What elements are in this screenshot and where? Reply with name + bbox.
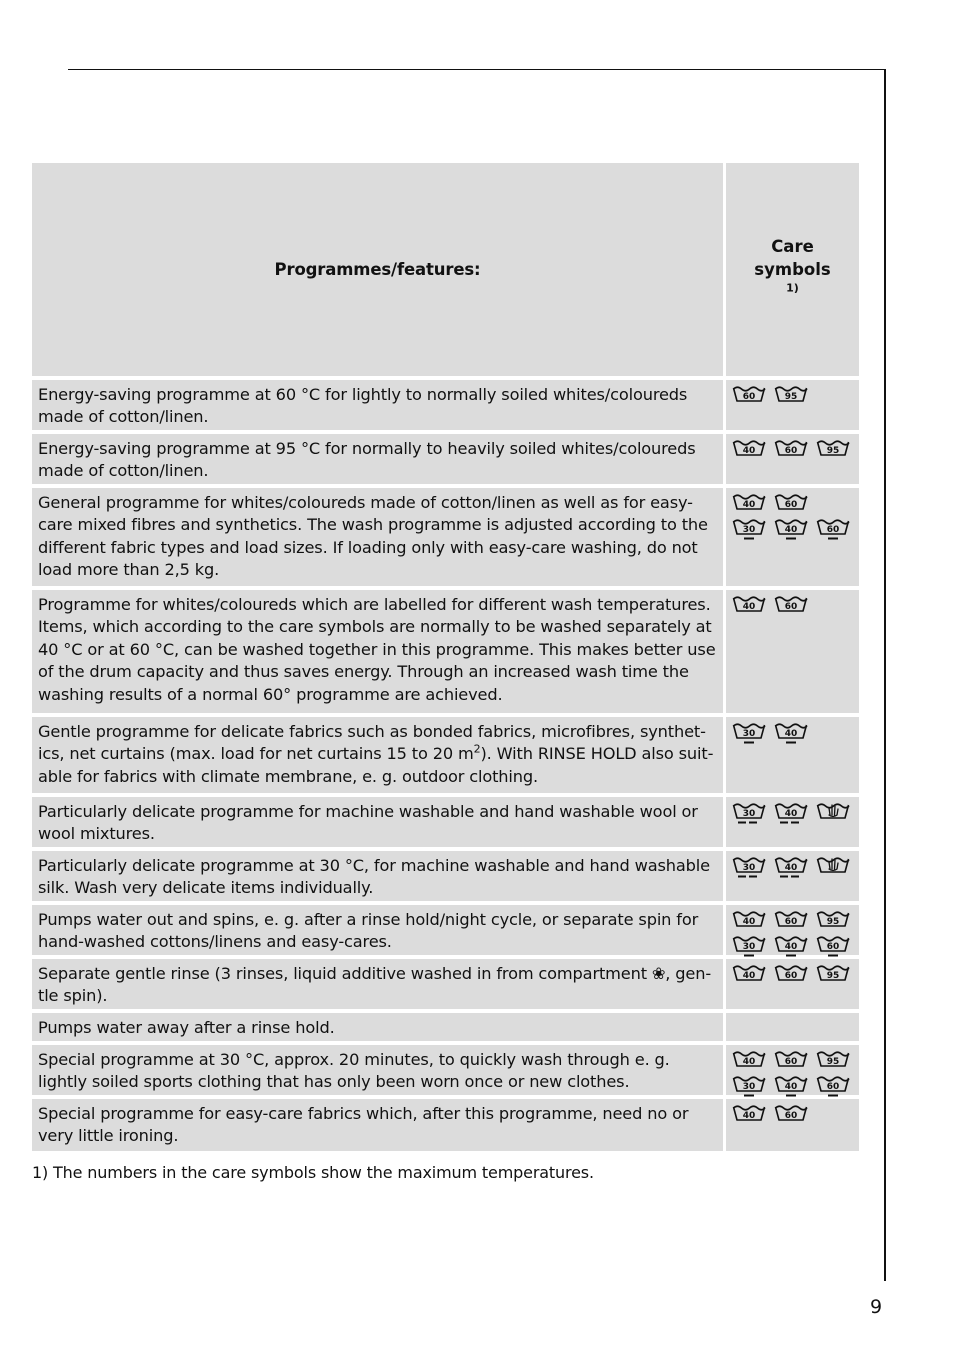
svg-text:40: 40 [784, 1082, 798, 1092]
row-description: Energy-saving programme at 95 °C for normally to heavily soiled whites/coloureds made of cotton/linen. [32, 434, 723, 484]
row-care-symbols [726, 380, 859, 430]
row-care-symbols [726, 1045, 859, 1095]
svg-text:95: 95 [826, 1057, 840, 1067]
table-row [32, 1045, 859, 1095]
care-symbol-line [732, 1049, 859, 1074]
row-care-symbols [726, 905, 859, 955]
washtub-one-bar-icon [816, 1074, 850, 1099]
row-description: General programme for whites/coloureds made of cotton/linen as well as for easy-care mixed fibres and synthetics. The wash programme is adjusted according to the different fabric types and load sizes. If loading only with easy-care washing, do not load more than 2,5 kg. [32, 488, 723, 586]
washtub-icon [816, 438, 850, 463]
svg-text:40: 40 [784, 809, 798, 819]
row-description: Pumps water out and spins, e. g. after a rinse hold/night cycle, or separate spin for hand-washed cottons/linens and easy-cares. [32, 905, 723, 955]
washtub-one-bar-icon [732, 721, 766, 746]
hand-wash-icon [816, 855, 850, 880]
svg-text:60: 60 [784, 1111, 798, 1121]
svg-text:30: 30 [742, 1082, 756, 1092]
row-description: Programme for whites/coloureds which are labelled for different wash temperatures. Items, which according to the care symbols are normally to be washed separately at 40 °C or at 60 °C, can be washed together in this programme. This makes better use of the drum capacity and thus saves energy. Through an increased wash time the washing results of a normal 60° programme are achieved. [32, 590, 723, 713]
table-row [32, 434, 859, 484]
svg-text:30: 30 [742, 942, 756, 952]
row-text-part-a: Gentle programme for delicate fabrics such as bonded fabrics, microfibres, synthet-ics, net curtains (max. load for net curtains 15 to 20 m [38, 722, 706, 764]
washtub-icon [774, 1103, 808, 1128]
row-text-part-b: ). With RINSE HOLD also suit-able for fabrics with climate membrane, e. g. outdoor clothing. [38, 744, 714, 786]
svg-text:40: 40 [742, 917, 756, 927]
washtub-icon [774, 1049, 808, 1074]
top-rule [68, 69, 886, 70]
svg-text:40: 40 [784, 729, 798, 739]
table-row [32, 1013, 859, 1041]
washtub-icon [732, 384, 766, 409]
svg-text:40: 40 [784, 942, 798, 952]
row-care-symbols [726, 797, 859, 847]
washtub-two-bars-icon [732, 855, 766, 880]
care-symbol-line [732, 1074, 859, 1099]
svg-text:30: 30 [742, 525, 756, 535]
row-care-symbols [726, 590, 859, 713]
washtub-one-bar-icon [774, 517, 808, 542]
svg-text:40: 40 [742, 971, 756, 981]
svg-text:95: 95 [826, 917, 840, 927]
svg-text:60: 60 [784, 446, 798, 456]
hand-wash-icon [816, 801, 850, 826]
programme-table [32, 163, 859, 1155]
washtub-icon [732, 1049, 766, 1074]
washtub-one-bar-icon [774, 1074, 808, 1099]
svg-text:60: 60 [784, 971, 798, 981]
washtub-icon [732, 594, 766, 619]
header-programmes-label: Programmes/features: [274, 260, 481, 279]
svg-text:60: 60 [784, 917, 798, 927]
washtub-icon [732, 963, 766, 988]
header-care-symbols [726, 163, 859, 376]
washtub-two-bars-icon [732, 801, 766, 826]
care-symbol-line [732, 963, 859, 988]
care-symbol-line [732, 594, 859, 619]
washtub-one-bar-icon [774, 721, 808, 746]
svg-text:95: 95 [826, 446, 840, 456]
svg-text:60: 60 [784, 500, 798, 510]
washtub-icon [732, 438, 766, 463]
header-care-footnote-ref: 1) [786, 281, 799, 295]
row-care-symbols [726, 1013, 859, 1041]
washtub-icon [774, 438, 808, 463]
row-care-symbols [726, 959, 859, 1009]
washtub-icon [774, 594, 808, 619]
header-care-line1: Care [771, 237, 814, 256]
row-care-symbols [726, 717, 859, 793]
svg-text:95: 95 [784, 392, 798, 402]
washtub-one-bar-icon [816, 517, 850, 542]
svg-text:60: 60 [742, 392, 756, 402]
page-number: 9 [870, 1296, 883, 1318]
row-care-symbols [726, 1099, 859, 1151]
svg-text:40: 40 [784, 863, 798, 873]
row-description: Particularly delicate programme for machine washable and hand washable wool or wool mixtures. [32, 797, 723, 847]
washtub-icon [816, 963, 850, 988]
washtub-one-bar-icon [732, 517, 766, 542]
header-care-word: symbols [754, 260, 831, 279]
svg-text:60: 60 [826, 1082, 840, 1092]
washtub-icon [732, 492, 766, 517]
svg-text:40: 40 [742, 500, 756, 510]
washtub-one-bar-icon [774, 934, 808, 959]
care-symbol-line [732, 492, 859, 517]
washtub-icon [816, 909, 850, 934]
washtub-icon [816, 1049, 850, 1074]
table-header [32, 163, 859, 376]
table-row [32, 797, 859, 847]
washtub-one-bar-icon [732, 934, 766, 959]
row-care-symbols [726, 488, 859, 586]
header-programmes [32, 163, 723, 376]
washtub-one-bar-icon [816, 934, 850, 959]
svg-text:40: 40 [742, 1057, 756, 1067]
header-care-line2 [754, 258, 830, 304]
row-care-symbols [726, 434, 859, 484]
row-text-superscript: 2 [473, 743, 481, 757]
svg-text:95: 95 [826, 971, 840, 981]
care-symbol-line [732, 1103, 859, 1128]
care-symbol-line [732, 801, 859, 826]
care-symbol-line [732, 721, 859, 746]
row-care-symbols [726, 851, 859, 901]
svg-text:60: 60 [826, 525, 840, 535]
svg-text:40: 40 [742, 1111, 756, 1121]
table-row [32, 488, 859, 586]
washtub-one-bar-icon [732, 1074, 766, 1099]
row-description: Special programme for easy-care fabrics which, after this programme, need no or very little ironing. [32, 1099, 723, 1151]
washtub-icon [774, 963, 808, 988]
row-description: Energy-saving programme at 60 °C for lightly to normally soiled whites/coloureds made of cotton/linen. [32, 380, 723, 430]
row-description: Pumps water away after a rinse hold. [32, 1013, 723, 1041]
table-row [32, 959, 859, 1009]
washtub-two-bars-icon [774, 801, 808, 826]
svg-text:30: 30 [742, 863, 756, 873]
washtub-icon [732, 909, 766, 934]
svg-text:60: 60 [784, 602, 798, 612]
svg-text:30: 30 [742, 729, 756, 739]
table-row [32, 851, 859, 901]
care-symbol-line [732, 909, 859, 934]
care-symbol-line [732, 517, 859, 542]
svg-text:60: 60 [784, 1057, 798, 1067]
svg-text:60: 60 [826, 942, 840, 952]
washtub-icon [774, 492, 808, 517]
washtub-icon [774, 909, 808, 934]
svg-text:30: 30 [742, 809, 756, 819]
care-symbol-line [732, 438, 859, 463]
care-symbol-line [732, 384, 859, 409]
care-symbol-line [732, 934, 859, 959]
row-description: Particularly delicate programme at 30 °C, for machine washable and hand washable silk. Wash very delicate items individually. [32, 851, 723, 901]
table-row [32, 590, 859, 713]
table-row [32, 905, 859, 955]
svg-text:40: 40 [742, 602, 756, 612]
care-symbol-line [732, 855, 859, 880]
table-row [32, 1099, 859, 1151]
washtub-icon [774, 384, 808, 409]
row-description: Separate gentle rinse (3 rinses, liquid additive washed in from compartment ❀, gen-tle spin). [32, 959, 723, 1009]
row-description [32, 717, 723, 793]
right-rule [884, 69, 886, 1281]
washtub-two-bars-icon [774, 855, 808, 880]
row-description: Special programme at 30 °C, approx. 20 minutes, to quickly wash through e. g. lightly soiled sports clothing that has only been worn once or new clothes. [32, 1045, 723, 1095]
svg-text:40: 40 [784, 525, 798, 535]
footnote: 1) The numbers in the care symbols show the maximum temperatures. [32, 1163, 594, 1182]
washtub-icon [732, 1103, 766, 1128]
table-row [32, 380, 859, 430]
table-row [32, 717, 859, 793]
svg-text:40: 40 [742, 446, 756, 456]
